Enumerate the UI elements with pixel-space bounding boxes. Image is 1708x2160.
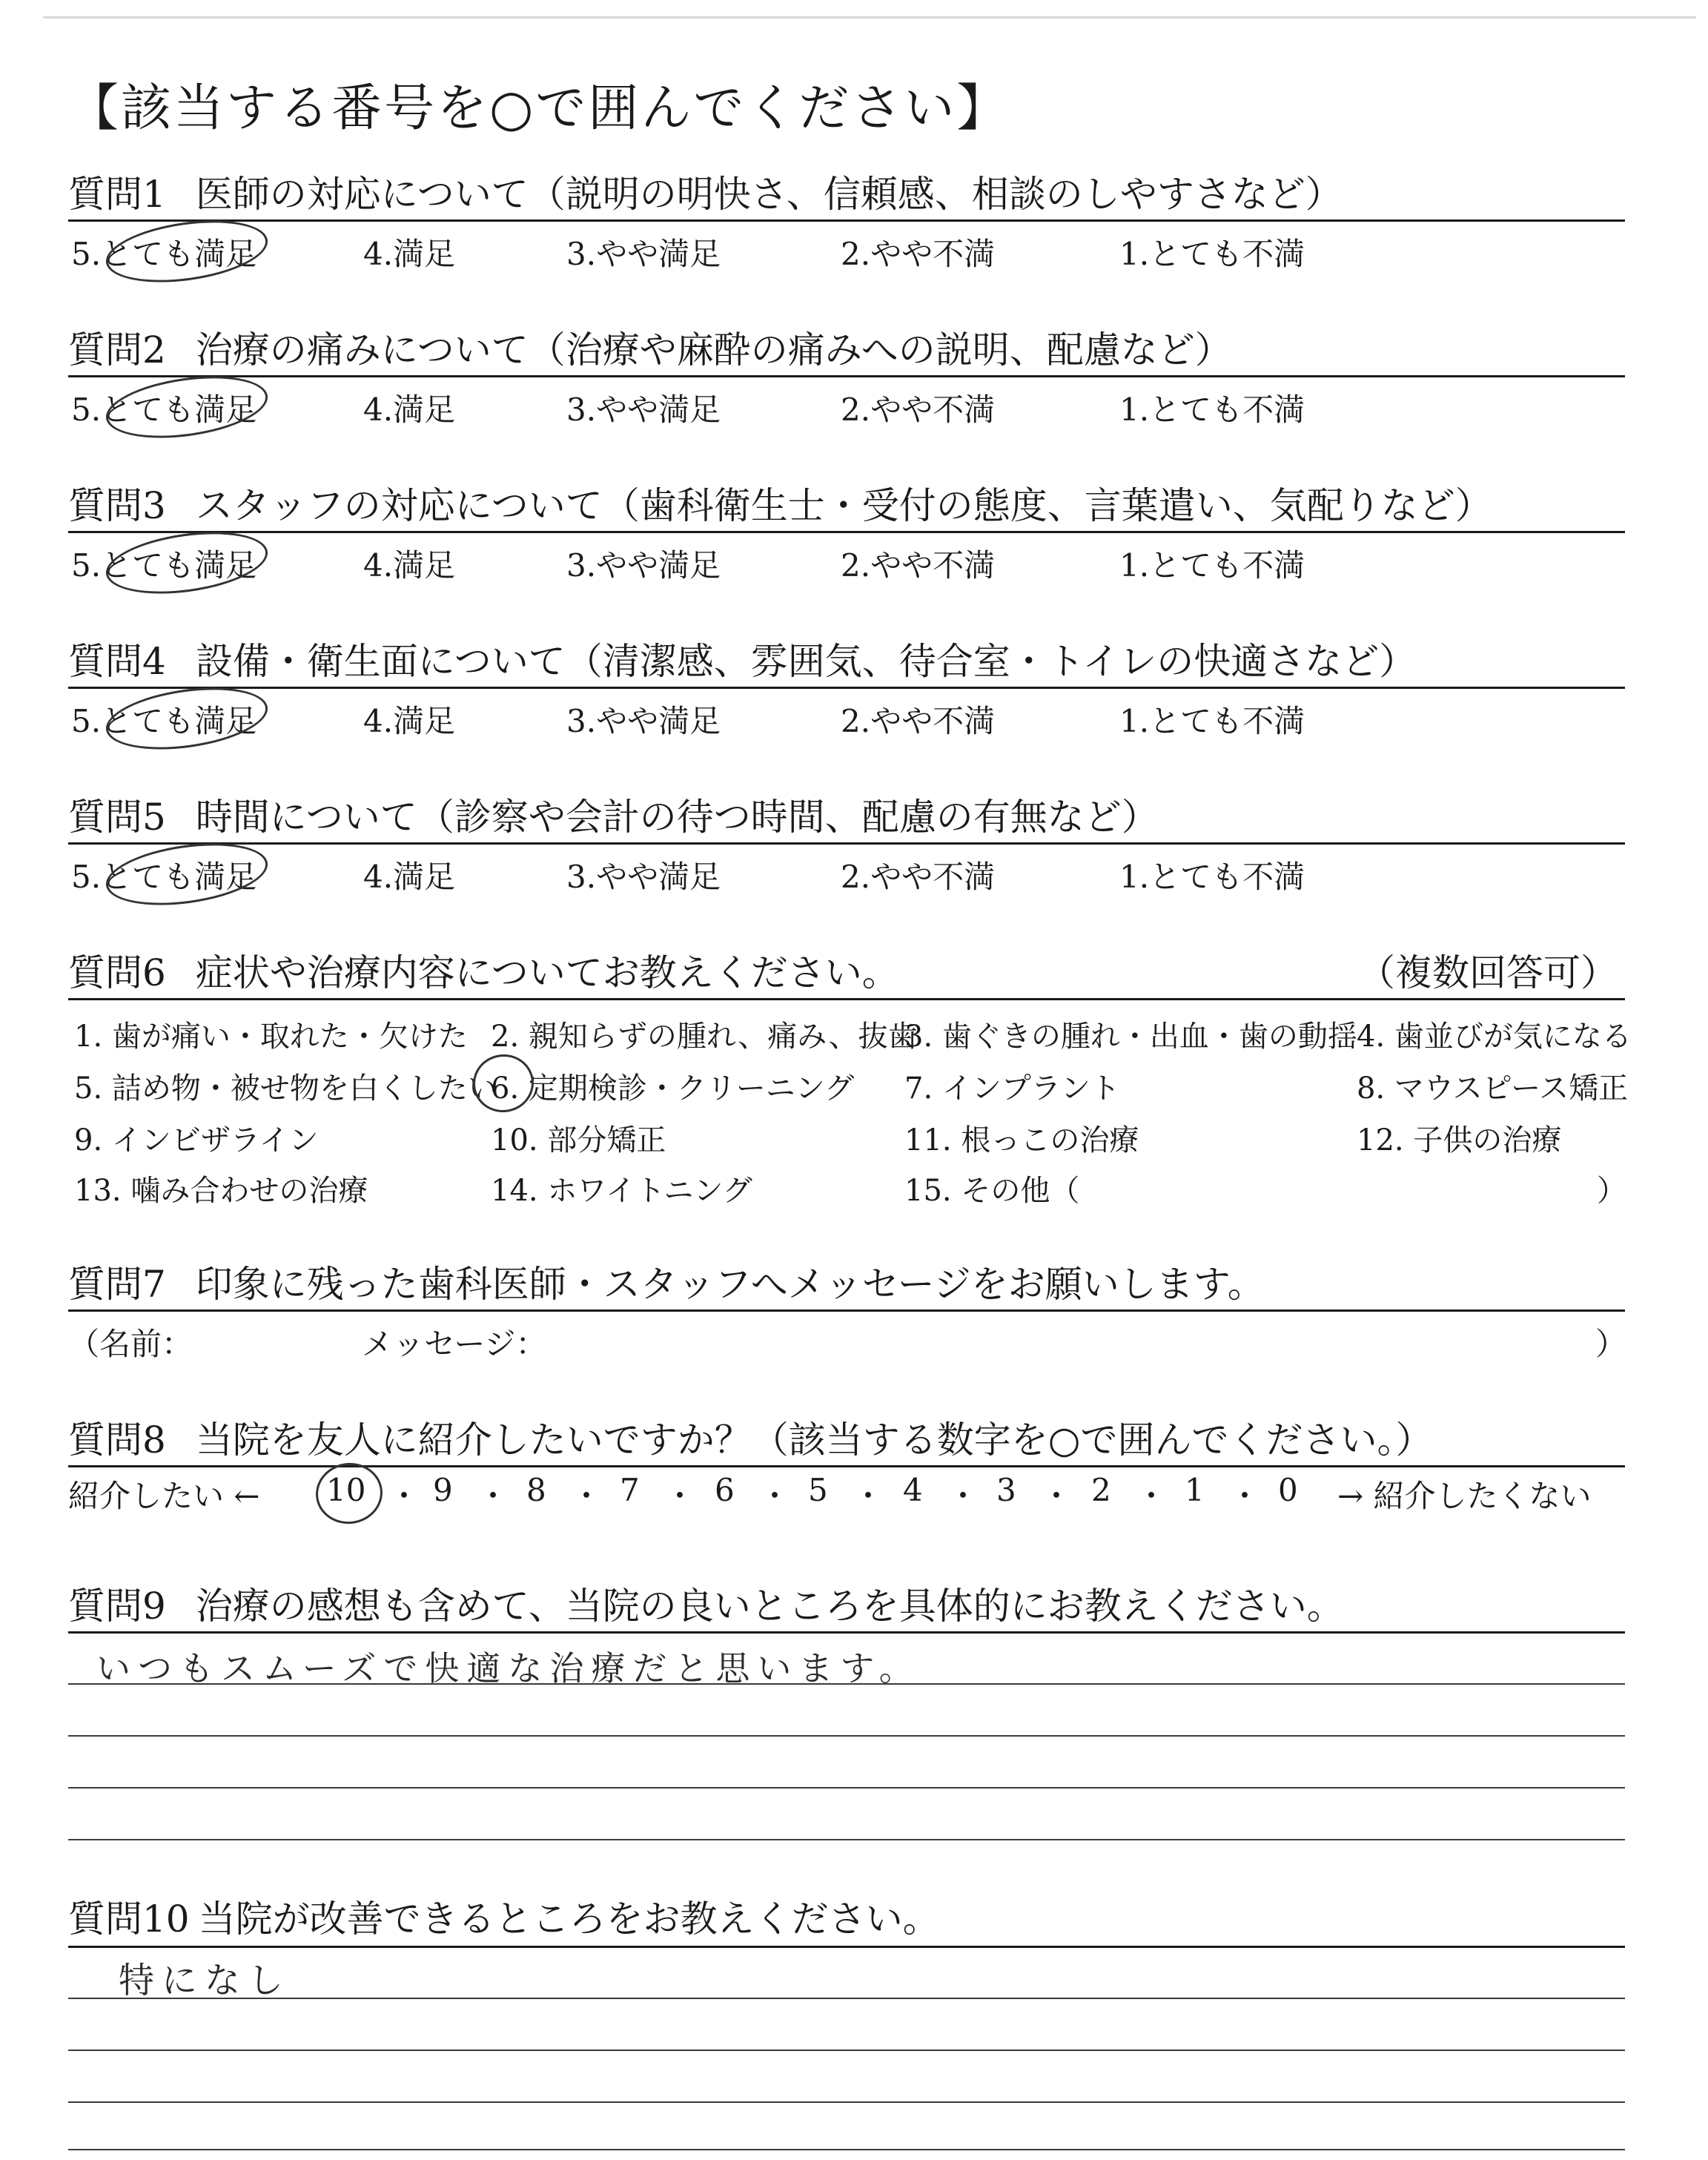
name-label: （名前：	[68, 1326, 193, 1362]
treatment-option[interactable]: 14. ホワイトニング	[491, 1174, 752, 1208]
scale-separator: ・	[1229, 1478, 1261, 1514]
question-number: 質問10	[68, 1898, 190, 1941]
rating-option-5[interactable]: 5.とても満足	[71, 859, 257, 895]
question-text: 医師の対応について（説明の明快さ、信頼感、相談のしやすさなど）	[195, 173, 1343, 216]
rating-option-3[interactable]: 3.やや満足	[566, 547, 721, 584]
rule-line	[68, 1465, 1625, 1467]
rating-options	[68, 386, 1625, 430]
question-number: 質問1	[68, 173, 166, 216]
scale-separator: ・	[571, 1478, 603, 1514]
scale-value[interactable]: 0	[1278, 1472, 1298, 1508]
scale-value[interactable]: 4	[903, 1472, 923, 1508]
question-1	[68, 165, 1343, 218]
question-number: 質問2	[68, 328, 166, 371]
treatment-option[interactable]: 6. 定期検診・クリーニング	[491, 1071, 855, 1106]
rating-option-4[interactable]: 4.満足	[363, 236, 456, 272]
scale-value[interactable]: 6	[715, 1472, 735, 1508]
rule-line	[68, 1631, 1625, 1634]
recommend-scale	[68, 1472, 1632, 1519]
rating-option-3[interactable]: 3.やや満足	[566, 236, 721, 272]
rating-option-4[interactable]: 4.満足	[363, 392, 456, 428]
answer-line	[68, 1998, 1625, 1999]
scale-separator: ・	[947, 1478, 979, 1514]
treatment-option[interactable]: 2. 親知らずの腫れ、痛み、抜歯	[491, 1020, 918, 1054]
rating-option-4[interactable]: 4.満足	[363, 859, 456, 895]
rule-line	[68, 1309, 1625, 1312]
treatment-option[interactable]: 11. 根っこの治療	[904, 1123, 1139, 1157]
treatment-option[interactable]: 1. 歯が痛い・取れた・欠けた	[74, 1020, 468, 1054]
rule-line	[68, 1946, 1625, 1948]
rating-option-2[interactable]: 2.やや不満	[841, 703, 996, 739]
question-number: 質問9	[68, 1585, 166, 1628]
scale-value[interactable]: 9	[433, 1472, 453, 1508]
question-number: 質問7	[68, 1263, 166, 1306]
scale-value[interactable]: 5	[808, 1472, 828, 1508]
scale-value[interactable]: 7	[620, 1472, 640, 1508]
question-text: スタッフの対応について（歯科衛生士・受付の態度、言葉遣い、気配りなど）	[195, 484, 1492, 527]
scale-separator: ・	[664, 1478, 696, 1514]
rating-option-3[interactable]: 3.やや満足	[566, 703, 721, 739]
rating-option-1[interactable]: 1.とても不満	[1119, 392, 1305, 428]
scale-right-label: → 紹介したくない	[1337, 1478, 1592, 1514]
rule-line	[68, 219, 1625, 222]
question-text: 設備・衛生面について（清潔感、雰囲気、待合室・トイレの快適さなど）	[195, 640, 1417, 683]
message-row	[68, 1320, 1632, 1364]
rating-option-5[interactable]: 5.とても満足	[71, 703, 257, 739]
rule-line	[68, 531, 1625, 533]
rule-line	[68, 687, 1625, 689]
question-3	[68, 476, 1492, 529]
scale-separator: ・	[1041, 1478, 1073, 1514]
treatment-option[interactable]: 10. 部分矯正	[491, 1123, 666, 1157]
question-number: 質問6	[68, 951, 166, 994]
rating-option-1[interactable]: 1.とても不満	[1119, 859, 1305, 895]
rating-options	[68, 697, 1625, 742]
rating-options	[68, 541, 1625, 586]
other-close-paren: ）	[1597, 1174, 1626, 1208]
form-title: 【該当する番号を○で囲んでください】	[68, 79, 1010, 138]
treatment-option[interactable]: 3. 歯ぐきの腫れ・出血・歯の動揺	[904, 1020, 1357, 1054]
question-9	[68, 1576, 1344, 1630]
rating-options	[68, 853, 1625, 897]
question-2	[68, 320, 1232, 374]
answer-line	[68, 1839, 1625, 1840]
rating-options	[68, 230, 1625, 274]
rating-option-3[interactable]: 3.やや満足	[566, 859, 721, 895]
rating-option-2[interactable]: 2.やや不満	[841, 236, 996, 272]
question-text: 当院が改善できるところをお教えください。	[198, 1898, 940, 1941]
treatment-option[interactable]: 15. その他（	[904, 1174, 1080, 1208]
scale-value[interactable]: 8	[526, 1472, 546, 1508]
question-5	[68, 787, 1159, 841]
treatment-option[interactable]: 12. 子供の治療	[1357, 1123, 1562, 1157]
treatment-option[interactable]: 9. インビザライン	[74, 1123, 319, 1157]
question-8	[68, 1410, 1432, 1464]
question-text: 治療の痛みについて（治療や麻酔の痛みへの説明、配慮など）	[195, 328, 1232, 371]
rating-option-4[interactable]: 4.満足	[363, 703, 456, 739]
rating-option-1[interactable]: 1.とても不満	[1119, 547, 1305, 584]
answer-line	[68, 1735, 1625, 1737]
treatment-options	[68, 1013, 1632, 1235]
scale-separator: ・	[477, 1478, 509, 1514]
treatment-option[interactable]: 7. インプラント	[904, 1071, 1120, 1106]
scale-value[interactable]: 10	[326, 1472, 366, 1508]
treatment-option[interactable]: 5. 詰め物・被せ物を白くしたい	[74, 1071, 497, 1106]
question-text: 症状や治療内容についてお教えください。	[195, 951, 899, 994]
treatment-option[interactable]: 8. マウスピース矯正	[1357, 1071, 1629, 1106]
answer-line	[68, 2050, 1625, 2051]
rating-option-5[interactable]: 5.とても満足	[71, 392, 257, 428]
question-6	[68, 943, 1625, 997]
question-number: 質問3	[68, 484, 166, 527]
question-text: 時間について（診察や会計の待つ時間、配慮の有無など）	[195, 796, 1159, 839]
scale-separator: ・	[1136, 1478, 1168, 1514]
answer-line	[68, 2101, 1625, 2103]
answer-line	[68, 1787, 1625, 1789]
rating-option-1[interactable]: 1.とても不満	[1119, 703, 1305, 739]
question-7	[68, 1255, 1265, 1308]
question-10	[68, 1889, 940, 1943]
scale-value[interactable]: 3	[996, 1472, 1016, 1508]
rating-option-4[interactable]: 4.満足	[363, 547, 456, 584]
rating-option-1[interactable]: 1.とても不満	[1119, 236, 1305, 272]
multiple-answers-note: （複数回答可）	[1358, 951, 1618, 994]
scan-edge-line	[43, 16, 1696, 19]
treatment-option[interactable]: 13. 噛み合わせの治療	[74, 1174, 368, 1208]
handwritten-answer: いつもスムーズで快適な治療だと思います。	[96, 1648, 921, 1688]
rule-line	[68, 375, 1625, 377]
question-number: 質問8	[68, 1418, 166, 1462]
scale-left-label: 紹介したい ←	[68, 1478, 260, 1514]
rule-line	[68, 842, 1625, 845]
answer-line	[68, 2149, 1625, 2150]
scale-separator: ・	[759, 1478, 791, 1514]
question-4	[68, 632, 1416, 685]
scale-value[interactable]: 2	[1091, 1472, 1111, 1508]
message-close-paren: ）	[1595, 1326, 1626, 1362]
scale-separator: ・	[853, 1478, 884, 1514]
answer-line	[68, 1683, 1625, 1685]
handwritten-answer: 特になし	[119, 1960, 291, 2001]
rule-line	[68, 998, 1625, 1000]
question-text: 当院を友人に紹介したいですか？（該当する数字を○で囲んでください。）	[195, 1418, 1433, 1462]
rating-option-5[interactable]: 5.とても満足	[71, 236, 257, 272]
message-label: メッセージ：	[362, 1326, 547, 1362]
question-text: 治療の感想も含めて、当院の良いところを具体的にお教えください。	[195, 1585, 1344, 1628]
rating-option-5[interactable]: 5.とても満足	[71, 547, 257, 584]
scale-separator: ・	[388, 1478, 420, 1514]
scale-value[interactable]: 1	[1185, 1472, 1205, 1508]
question-number: 質問4	[68, 640, 166, 683]
treatment-option[interactable]: 4. 歯並びが気になる	[1357, 1020, 1632, 1054]
rating-option-2[interactable]: 2.やや不満	[841, 859, 996, 895]
question-number: 質問5	[68, 796, 166, 839]
rating-option-2[interactable]: 2.やや不満	[841, 392, 996, 428]
rating-option-2[interactable]: 2.やや不満	[841, 547, 996, 584]
rating-option-3[interactable]: 3.やや満足	[566, 392, 721, 428]
question-text: 印象に残った歯科医師・スタッフへメッセージをお願いします。	[195, 1263, 1265, 1306]
